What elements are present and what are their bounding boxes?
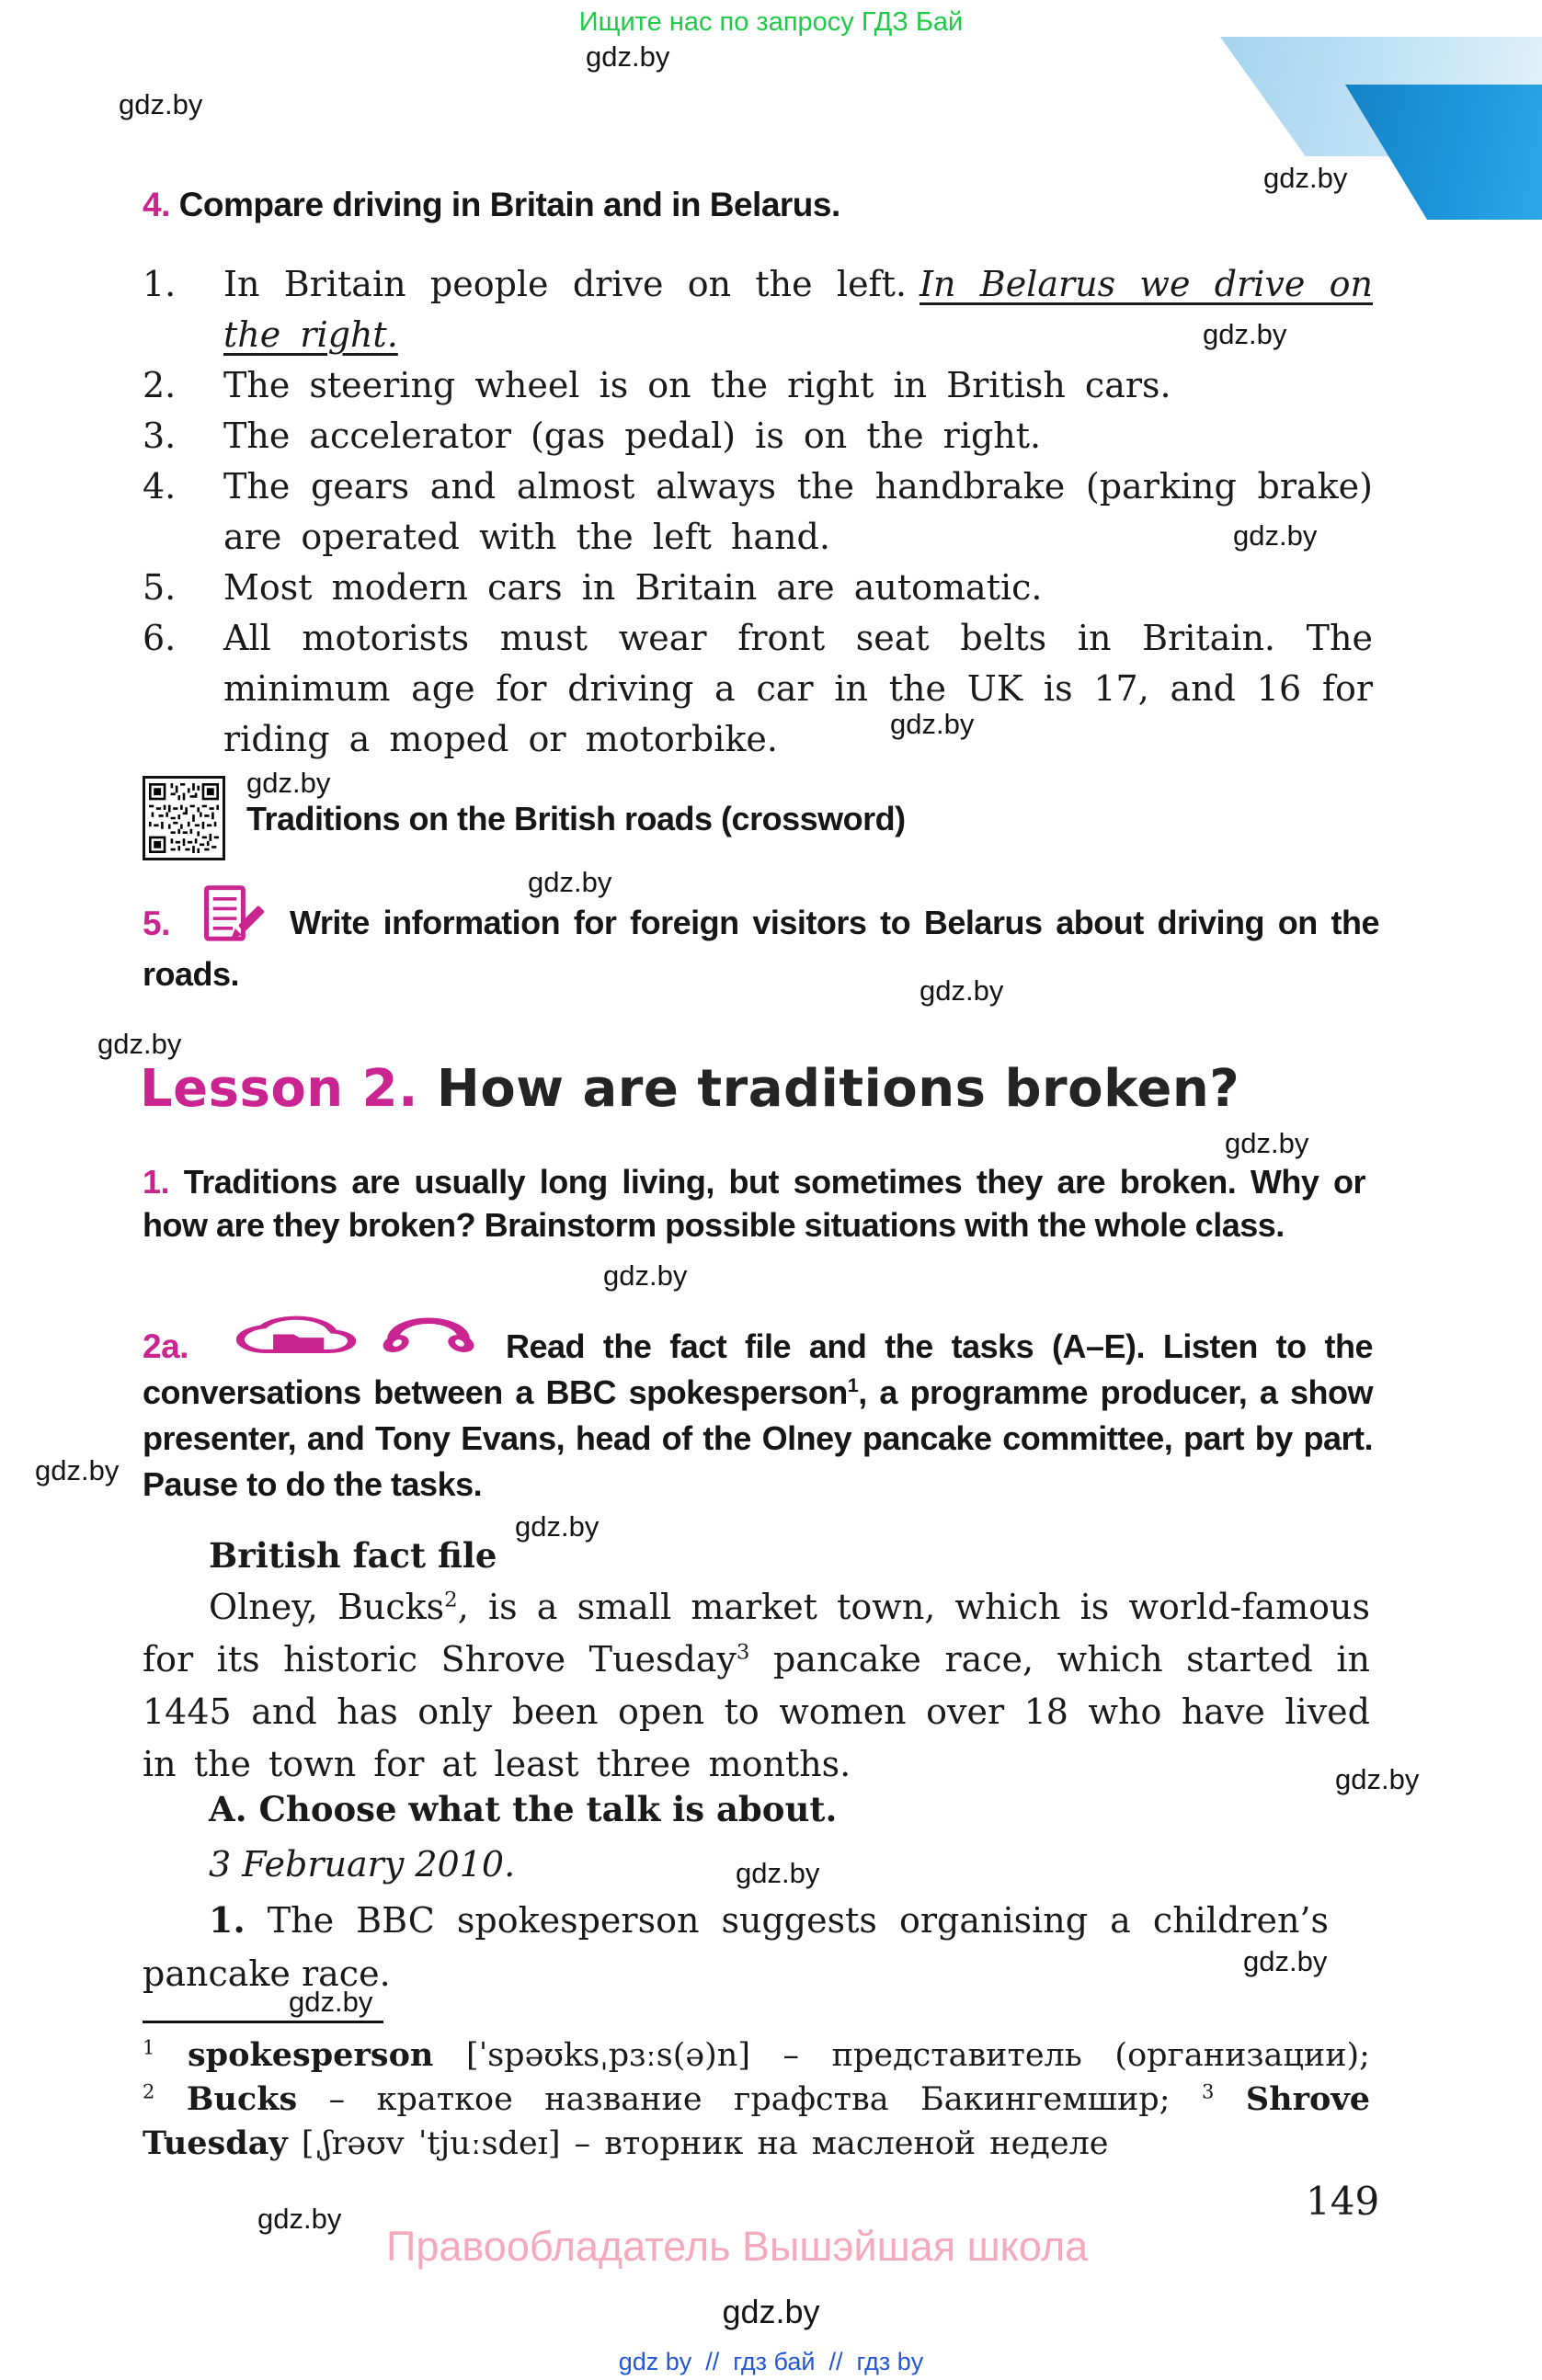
watermark-gdz: gdz.by (722, 2293, 820, 2330)
list-item (143, 360, 1379, 411)
footnote-definition: – краткое название графства Бакингемшир; (297, 2081, 1202, 2118)
footnote-term: Shrove Tuesday (143, 2080, 1370, 2162)
promo-header: Ищите нас по запросу ГДЗ Бай (578, 7, 964, 37)
exercise5 (143, 897, 1379, 1000)
list-item (143, 563, 1379, 613)
watermark-gdz: gdz.by (515, 1510, 600, 1543)
watermark-gdz: gdz.by (289, 1986, 373, 2018)
task-a-date: 3 February 2010. (209, 1844, 516, 1885)
option-number: 1. (209, 1899, 246, 1941)
answer-text: In Belarus we drive on the right. (223, 264, 1373, 355)
footnote-ref: 2 (444, 1588, 458, 1612)
list-item-text: The accelerator (gas pedal) is on the right. (223, 416, 1042, 456)
statement-text: In Britain people drive on the left. (223, 264, 907, 304)
watermark-gdz: gdz.by (119, 88, 203, 120)
exercise-number: 4. (143, 186, 170, 223)
fact-file-paragraph (143, 1581, 1370, 1791)
list-item-text: Most modern cars in Britain are automatic. (223, 567, 1043, 608)
list-item-number: 2. (143, 365, 177, 405)
footnote-marker: 1 (143, 2036, 155, 2059)
exercise-text (143, 1160, 1365, 1247)
watermark-gdz: gdz.by (257, 2203, 342, 2235)
watermark-gdz: gdz.by (1233, 519, 1318, 552)
watermark-gdz: gdz.by (603, 1259, 688, 1292)
list-item-number: 1. (143, 264, 177, 304)
task-a-heading: A. Choose what the talk is about. (209, 1789, 838, 1829)
headphones-icon (374, 1305, 483, 1364)
watermark-gdz: gdz.by (890, 708, 975, 740)
exercise4-list (143, 259, 1379, 765)
footnote-separator (143, 2021, 383, 2023)
watermark-gdz: gdz.by (35, 1454, 120, 1486)
watermark-gdz: gdz.by (919, 974, 1004, 1007)
watermark-gdz: gdz.by (1225, 1127, 1309, 1159)
exercise-title: Compare driving in Britain and in Belarus. (178, 186, 840, 223)
watermark-gdz: gdz.by (246, 767, 331, 799)
list-item-number: 6. (143, 618, 177, 658)
fact-text: Olney, Bucks (209, 1587, 445, 1627)
exercise1 (143, 1160, 1365, 1247)
list-item (143, 461, 1379, 563)
copyright-text: Правообладатель Вышэйшая школа (386, 2223, 1089, 2270)
watermark-gdz: gdz.by (1263, 162, 1348, 194)
exercise2a (143, 1324, 1373, 1508)
qr-label: Traditions on the British roads (crossword) (246, 800, 906, 837)
qr-code (143, 776, 225, 860)
list-item (143, 259, 1379, 360)
list-item-text: The steering wheel is on the right in British cars. (223, 365, 1171, 405)
exercise-body: , a programme producer, a show presenter, and Tony Evans, head of the Olney pancake committee, part by part. Pause to do the tasks. (143, 1373, 1373, 1503)
list-item-text: All motorists must wear front seat belts in Britain. The minimum age for driving a car in the UK is 17, and 16 for riding a moped or motorbike. (223, 618, 1373, 759)
exercise-text: Write information for foreign visitors to Belarus about driving on the roads. (143, 904, 1379, 993)
list-item-text: The gears and almost always the handbrake (parking brake) are operated with the left hand. (223, 466, 1373, 557)
watermark-gdz: gdz.by (1335, 1763, 1420, 1795)
exercise-body: Traditions are usually long living, but sometimes they are broken. Why or how are they broken? Brainstorm possible situations with the whole class. (143, 1163, 1365, 1244)
lesson-heading (140, 1059, 1239, 1119)
list-item (143, 411, 1379, 461)
list-item-number: 4. (143, 466, 177, 507)
footnote-term: spokesperson (187, 2036, 434, 2074)
watermark-gdz: gdz.by (1203, 318, 1287, 350)
footnotes (143, 2033, 1370, 2166)
option-text: The BBC spokesperson suggests organising a children’s pancake race. (143, 1900, 1329, 1994)
list-item-number: 5. (143, 567, 177, 608)
exercise-number: 1. (143, 1163, 170, 1201)
list-item-text (223, 259, 1373, 360)
footer-links[interactable]: gdz by // гдз бай // гдз by (618, 2348, 924, 2375)
fact-text: , is a small market town, which is world-famous for its historic Shrove Tuesday (143, 1587, 1370, 1680)
exercise-body: Read the fact file and the tasks (A–E). Listen to the conversations between a BBC spokesperson (143, 1327, 1373, 1411)
fact-file-heading: British fact file (209, 1535, 497, 1576)
fact-text: pancake race, which started in 1445 and has only been open to women over 18 who have lived in the town for at least three months. (143, 1639, 1370, 1784)
lesson-title: How are traditions broken? (436, 1059, 1240, 1119)
qr-code-pattern (149, 783, 219, 853)
lesson-number: Lesson 2. (140, 1059, 418, 1119)
footnote-ref: 3 (736, 1640, 750, 1665)
exercise-number: 5. (143, 905, 170, 942)
watermark-gdz: gdz.by (586, 40, 670, 73)
footnote-term: Bucks (186, 2080, 298, 2118)
footnote-phonetic: [ˈspəʊksˌpɜːs(ə)n] (433, 2037, 750, 2074)
footnote-phonetic: [ˌʃrəʊv ˈtjuːsdeɪ] (287, 2125, 561, 2162)
footnote-ref: 1 (847, 1373, 859, 1396)
footnote-definition: – представитель (организации); (749, 2037, 1370, 2074)
footnote-marker: 2 (143, 2080, 155, 2103)
exercise4-heading (143, 186, 840, 224)
watermark-gdz: gdz.by (736, 1857, 820, 1889)
watermark-gdz: gdz.by (97, 1028, 182, 1060)
task-a-option (143, 1894, 1329, 2000)
footnote-2-3 (143, 2078, 1370, 2166)
watermark-gdz: gdz.by (1243, 1945, 1328, 1977)
footnote-marker: 3 (1202, 2080, 1215, 2103)
writing-icon (203, 884, 271, 952)
footnote-1 (143, 2033, 1370, 2078)
cloud-download-icon (236, 1309, 356, 1366)
exercise-number: 2a. (143, 1327, 188, 1365)
list-item-number: 3. (143, 416, 177, 456)
list-item (143, 613, 1379, 765)
page-number: 149 (1306, 2179, 1380, 2224)
footnote-definition: – вторник на масленой неделе (560, 2125, 1109, 2162)
watermark-gdz: gdz.by (528, 866, 612, 898)
